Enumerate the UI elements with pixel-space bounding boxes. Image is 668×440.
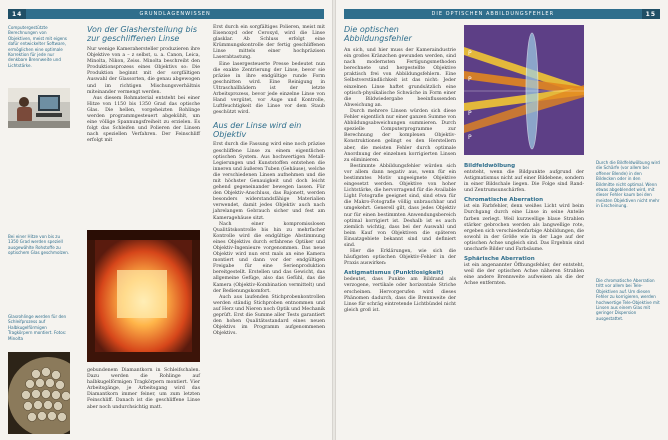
subheading-field-curvature: Bildfeldwölbung [464, 163, 516, 169]
diagram-label-p4: P [468, 134, 472, 141]
right-column-2 [464, 160, 584, 288]
left-page-number: 14 [8, 9, 26, 19]
diagram-label-p3: P [468, 110, 472, 117]
side-caption-field-curvature: Durch die Bildfeldwölbung wird die Schärfe (vor allem bei offener Blende) in den Bildecken oder in den Bildmitte nicht optimal. Wenn etwas abgeblendet wird, mit dieser Fehler kaum bei den meisten Objektiven nicht mehr in Erscheinung. [596, 160, 660, 209]
paragraph-diamond-grinding: gebundenem Diamantkorn in Schleifschalen. Dazu werden die Rohlinge auf halbkugelförmigen Tragkörpern montiert. Vier Arbeitsgänge, je Arbeitsgang wird das Diamantkorn immer feiner, um zum letzten Feinschliff. Danach ist die geschliffene Linse aber noch undurchsichtig matt. [87, 368, 200, 410]
paragraph-use-cases: Bestimmte Abbildungsfehler würden sich vor allem dann negativ aus, wenn für ein bestimmtes Motiv ungeeignete Objektive eingesetzt werden. Objektive von hoher Lichtstärke, die hervorragend für die Available Light Fotografie geeignet sind, sind etwa für die Makro-Fotografie völlig unbrauchbar und umgekehrt. Generell gilt, dass jedes Objektiv nur für einen bestimmten Anwendungsbereich optimal korrigiert ist. Deshalb ist es auch ziemlich wichtig, dass bei der Auswahl und beim Kauf von Objektiven die späteren Einsatzgebiete bekannt sind und definiert sind. [344, 163, 456, 248]
left-page-header [8, 9, 324, 19]
subheading-astigmatism: Astigmatismus (Punktlosigkeit) [344, 270, 444, 277]
photo-lens-blanks-mount [8, 352, 70, 434]
heading-lens-to-objective: Aus der Linse wird ein Objektiv [213, 121, 302, 140]
right-column-1 [344, 25, 456, 314]
subheading-spherical: Sphärische Aberration [464, 256, 535, 263]
paragraph-astigmatism: bedeutet, dass Punkte am Bildrand als verzogene, vertikale oder horizontale Striche erscheinen. Hervorgerufen wird dieses Phänomen dadurch, dass die Brennweite der Linse für schräg eintretende Lichtbündel nicht gleich groß ist. [344, 277, 456, 313]
right-header-title: DIE OPTISCHEN ABBILDUNGSFEHLER [431, 11, 555, 17]
heading-glass-production: Von der Glasherstellung bis zur geschliffenen Linse [87, 25, 198, 43]
heading-optical-errors: Die optischen Abbildungsfehler [344, 25, 412, 43]
aberration-ray-diagram [464, 25, 584, 155]
paragraph-mounting: Erst durch die Fassung wird eine noch präzise geschliffene Linse zu einem eigentlichen optischen System. Aus hochwertigen Metall-Legierungen und Kunststoffen entstehen die inneren und äußeren Tuben (Gehäuse), welche die verschiedenen Linsen aufnehmen und die mit höchster Genauigkeit und doch leicht gehend gegeneinander bewegen lassen. Für den Objektiv-Anschluss, das Bajonett, werden besonders widerstandsfähige Materialien verwendet, damit jedes Objektiv auch nach jahrelangem Gebrauch sicher und fest am Kameragehäuse sitzt. [213, 142, 325, 221]
paragraph-explanations: Hier die Erklärungen, wie sich die häufigsten optischen Objektiv-Fehler in der Praxis auswirken: [344, 249, 456, 267]
photo-glass-furnace [87, 230, 200, 362]
paragraph-production-heat: Aus diesem Rohmaterial entsteht bei einer Hitze von 1150 bis 1350 Grad das optische Glas. Die hellen, vorgeheizten Rohlinge werden programmgesteuert abgekühlt, um eine völlige Spannungsfreiheit zu erzielen. Es folgt das Schleifen und Polieren der Linsen nach speziellen Verfahren. Der Feinschliff erfolgt mit [87, 95, 200, 144]
left-header-title: GRUNDLAGENWISSEN [139, 11, 211, 17]
paragraph-production-intro: Nur wenige Kamerahersteller produzieren ihre Objektive von a – z selbst, u. a. Canon, Leica, Minolta, Nikon, Zeiss. Minolta beschreibt den Produktionsprozess eines Objektivs so: Die Produktion beginnt mit der sorgfältigen Auswahl der Glassorten, die genau abgewogen und im richtigen Mischungsverhältnis miteinander vermengt werden. [87, 47, 200, 95]
paragraph-sampling: Auch aus laufenden Stichprobenkontrollen werden ständig Stichproben entnommen und auf Herz und Nieren noch Optik und Mechanik geprüft. Erst die Summe aller Tests garantiert den hohen Qualitätsstandard eines neuen Objektivs im Programm aufgenommenen Objektivs. [213, 294, 325, 337]
side-caption-software: Computergestützte Berechnungen von Objektiven, meist mit eigens dafür entwickelter Software, ermöglichen eine optimale Korrektion für jede nur denkbare Brennweite und Lichtstärke. [8, 25, 67, 68]
diagram-label-p2: P [468, 76, 472, 83]
paragraph-chromatic: ist ein Farbfehler, denn weißes Licht wird beim Durchgang durch eine Linse in seine Anteile farben zerlegt. Weil kurzwellige blaue Strahlen stärker gebrochen werden als langwellige rote, ergeben sich verschiedenfarbige Abbildungen, die sowohl in der Größe wie in der Lage auf der optischen Achse ungleich sind. Das Ergebnis sind unscharfe Bilder und Farbsäume. [464, 204, 584, 253]
paragraph-laser-press: Eine lasergesteuerte Presse bedeutet nun die exakte Zentrierung der Linse, bevor sie präzise in ihre endgültige runde Form geschnitten wird. Eine Reinigung in Ultraschallbädern ist der letzte Arbeitsprozess, bevor jede einzelne Linse von Hand vergütet, vor Auge und Kontrolle, Luftfeuchtigkeit die Linse vor dem Staub geschützt wird. [213, 61, 325, 116]
paragraph-spherical: ist ein angenannter Öffnungsfehler, der entsteht, weil die der optischen Achse näheren Strahlen eine andere Brennweite aufweisen als die der Achse entfernten. [464, 263, 584, 287]
right-page [336, 0, 668, 440]
left-column-1 [87, 25, 200, 145]
side-caption-blanks: Glasrohlinge werden für den Schleifprozess auf Halbkugelförmigen Tragkörpern montiert. Fotos: Minolta [8, 314, 67, 341]
right-page-header [344, 9, 660, 19]
diagram-label-p1: P [468, 50, 472, 57]
paragraph-intro-errors: An sich, und hier muss der Kameraindustrie ein großes Kränzchen gewunden werden, sind nach modernsten Fertigungsmethoden berechnete und hergestellte Objektive praktisch frei von Abbildungsfehlern. Eine Selbstverständlichkeit ist das nicht: Jeder einzelnen Linse haftet grundsätzlich eine optisch-physikalische Schwäche in Form einer die Bildwiedergabe beeinflussenden Abweichung an. [344, 48, 456, 108]
paragraph-quality-control: Nach einer kompromisslosen Qualitätskontrolle bis hin zu mehrfacher Kontrolle wird die endgültige Abstimmung eines Objektivs durch erfahrene Optiker und Objektiv-Ingenieure vorgenommen. Das neue Objektiv wird nun erst mals an eine Kamera montiert und dann vor der endgültigen Freigabe für eine Serienproduktion bereitgestellt. Erstellen und das Gewicht, das allgemeine Gefüge, also das Gefühl, das die Kamera (Objektiv-Kombination vermittelt) und der Bedienungskomfort. [213, 221, 325, 294]
paragraph-polishing: Erst durch ein sorgfältiges Polieren, meist mit Eisenoxyd oder Ceroxyd, wird die Linse glasklar. Ab Schluss erfolgt eine Krümmungskontrolle der fertig geschliffenen Linse mittels einer hochpräzisen Laserabtastung. [213, 25, 325, 61]
right-page-number: 15 [642, 9, 660, 19]
paragraph-computer-correction: Durch mehrere Linsen würden sich diese Fehler eigentlich nur einer ganzen Summe von Abbildungsabweichungen summieren. Durch spezielle Computerprogramme zur Berechnung der komplexen Objektiv-Konstruktionen gelingt es den Herstellern aber, die meisten Fehler durch optimale Anordnung der einzelnen korrigierten Linsen zu eliminieren. [344, 108, 456, 163]
subheading-chromatic: Chromatische Aberration [464, 197, 544, 204]
photo-computer-workstation [8, 88, 70, 128]
side-caption-chromatic: Die chromatische Aberration tritt vor allem bei Tele-Objektiven auf. Um diesen Fehler zu korrigieren, werden hochwertige Tele-Objektive mit Linsen aus einem Glas mit geringer Dispersion ausgestattet. [596, 278, 660, 321]
side-caption-melting: Bei einer Hitze von bis zu 1350 Grad werden speziell ausgewählte Rohstoffe zu optischem Glas geschmolzen. [8, 234, 70, 256]
left-page [0, 0, 332, 440]
paragraph-field-curvature: entsteht, wenn die Bildpunkte aufgrund der Astigmatismus nicht auf einer Bildebene, sondern in einer Bildschale liegen. Die Folge sind Rand- und Zentrumsunschärfen. [464, 170, 584, 194]
left-column-2 [213, 25, 325, 337]
